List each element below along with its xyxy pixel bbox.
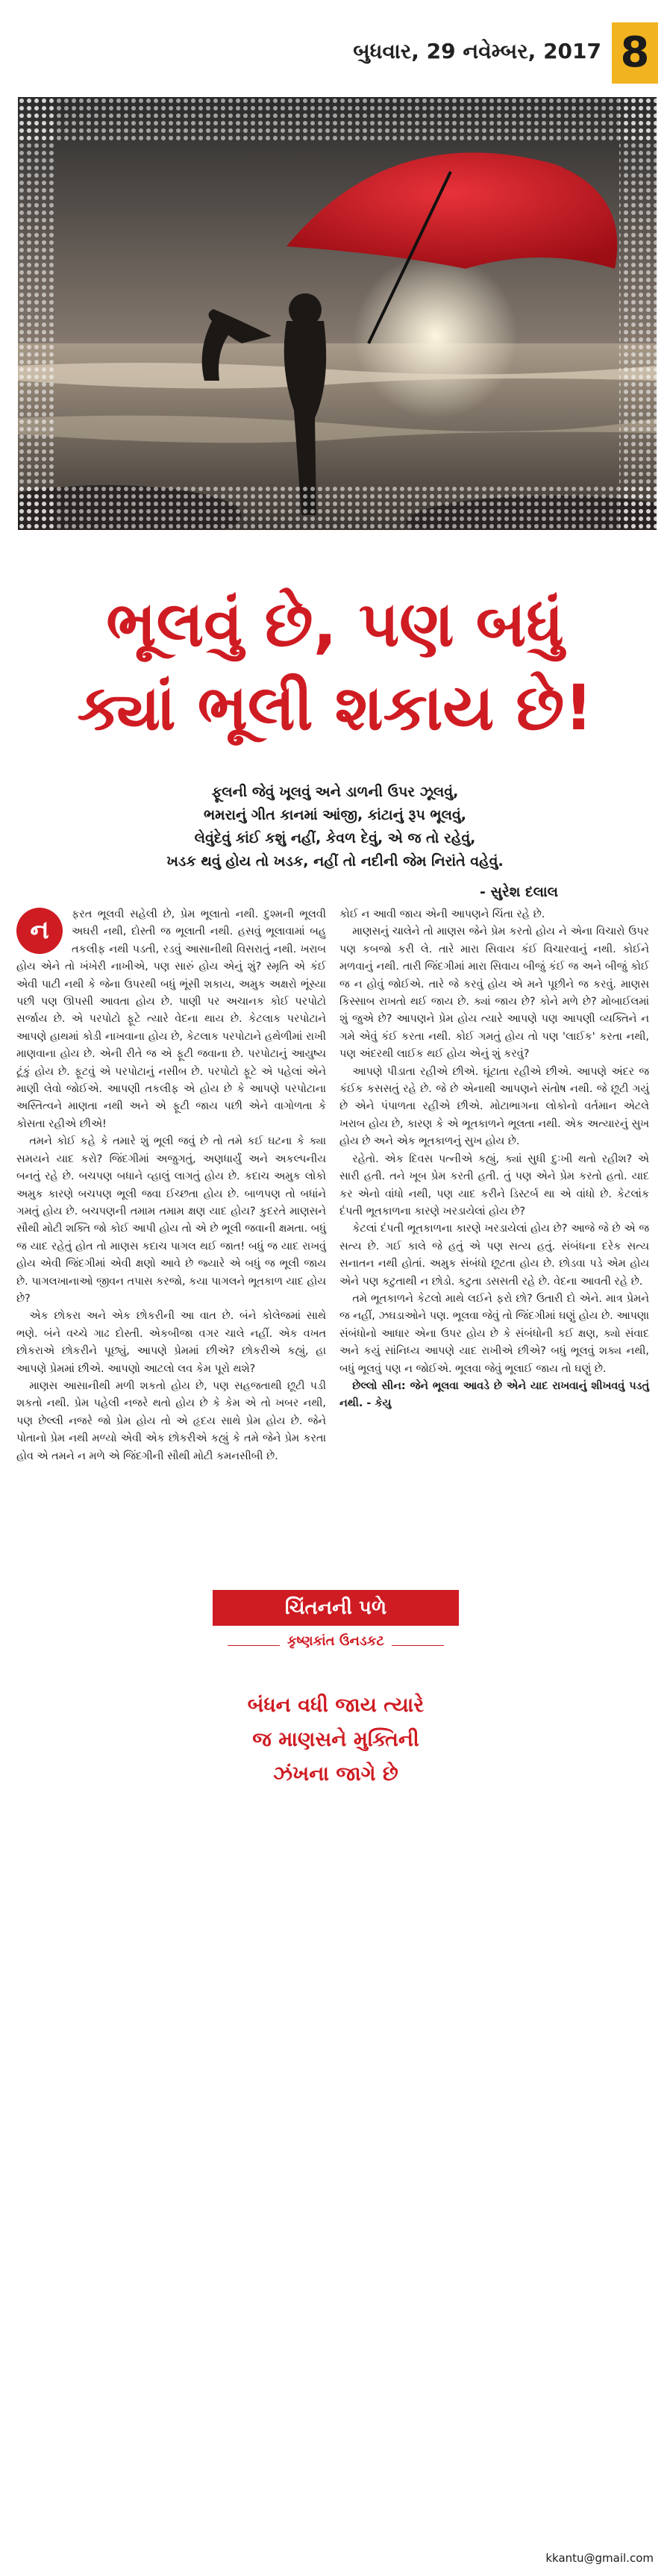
pull-quote-line: જ માણસને મુક્તિની xyxy=(252,1728,419,1751)
masthead xyxy=(0,0,670,112)
issue-date: બુધવાર, 29 નવેમ્બર, 2017 xyxy=(353,39,601,63)
paragraph: રહેતો. એક દિવસ પત્નીએ કહ્યું, ક્યાં સુધી દુઃખી થતો રહીશ? એ સારી હતી. તને ખૂબ પ્રેમ કરતી હતી. તું પણ એને પ્રેમ કરતો હતો. યાદ કર એનો વાંધો નથી, પણ યાદ કરીને ડિસ્ટર્બ થા એ વાંધો છે. કેટલાંક દંપતી ભૂતકાળના કારણે ખરડાયેલાં હોય છે? xyxy=(339,1153,649,1217)
main-headline xyxy=(0,582,670,749)
paragraph: માણસ આસાનીથી મળી શકતો હોય છે, પણ સહજતાથી છૂટી પડી શકતો નથી. પ્રેમ પહેલી નજરે થતો હોય છે કે કેમ એ તો ખબર નથી, પણ છેલ્લી નજરે જો પ્રેમ હોય તો એ હૃદય સાથે પ્રેમ હોય છે. જેને પોતાનો પ્રેમ નથી મળ્યો એવી એક છોકરીએ કહ્યું કે તમે જેને પ્રેમ કરતા હોવ એ તમને ન મળે એ જિંદગીની સૌથી મોટી કમનસીબી છે. xyxy=(16,1379,326,1462)
column-pull-quote-box xyxy=(213,1590,459,1836)
poem-attribution: - સુરેશ દલાલ xyxy=(480,884,558,900)
umbrella-couple-illustration xyxy=(18,97,657,530)
column-author-row xyxy=(213,1633,459,1659)
article-column-right xyxy=(339,906,649,1413)
paragraph: આપણે પીડાતા રહીએ છીએ. ઘૂંટાતા રહીએ છીએ. આપણે અંદર જ કંઈક કસસતું રહે છે. જે છે એનાથી આપણને સંતોષ નથી. જે છૂટી ગયું છે એને પંપાળતા રહીએ છીએ. મોટાભાગના લોકોનો વર્તમાન એટલે ખરાબ હોય છે, કારણ કે એ ભૂતકાળને ભૂલતા નથી. એક અત્યારનું સુખ હોય છે અને એક ભૂતકાળનું સુખ હોય છે. xyxy=(339,1065,649,1148)
paragraph: ન ફરત ભૂલવી સહેલી છે, પ્રેમ ભૂલાતો નથી. દુશ્મની ભૂલવી અઘરી નથી, દોસ્તી જ ભૂલાતી નથી. હસવું ભૂલાવામાં બહુ તકલીફ નથી પડતી, રડવું આસાનીથી વિસરાતું નથી. ખરાબ હોય એને તો ખંખેરી નાખીએ, પણ સારું હોય એનું શું? સ્મૃતિ એ કંઈ એવી પાટી નથી કે જેના ઉપરથી બધું ભૂંસી શકાય, અમુક અક્ષરો ભૂંસ્યા પછી પણ ઊપસી આવતા હોય છે. પાણી પર અચાનક કોઈ પરપોટો સર્જાય છે. એ પરપોટો ફૂટે ત્યારે વેદના થાય છે. કેટલાક પરપોટાને આપણે હાથમાં કોડી નાખવાના હોય છે, કેટલાક પરપોટાને હથેળીમાં રાખી માણવાના હોય છે. એની રીતે જ એ ફૂટી જવાના છે. પરપોટાનું આયુષ્ય ટૂંકું હોય છે. ફૂટવું એ પરપોટાનું નસીબ છે. પરપોટો ફૂટે એ પહેલાં એને માણી લેવો જોઈએ. આપણી તકલીફ એ હોય છે કે આપણે પરપોટાના અસ્તિત્વને માણતા નથી અને એ ફૂટી જાય પછી એને વાગોળતા કે કોસતા રહીએ છીએ! xyxy=(16,908,326,1130)
paragraph: તમને કોઈ કહે કે તમારે શું ભૂલી જવું છે તો તમે કઈ ઘટના કે ક્યા સમયને યાદ કરો? જિંદગીમાં અજુગતું, અણધાર્યું અને અકલ્પનીય બનતું રહે છે. બચપણ બધાને વ્હાલું લાગતું હોય છે. કદાચ અમુક લોકો અમુક કારણે બચપણ ભૂલી જવા ઈચ્છતા હોય છે. બાળપણ તો બધાંને ગમતું હોય છે. બચપણની તમામ તમામ ક્ષણ યાદ હોય? કુદરતે માણસને સૌથી મોટી શક્તિ જો કોઈ આપી હોય તો એ છે ભૂલી જવાની ક્ષમતા. બધું જ યાદ રહેતું હોત તો માણસ કદાચ પાગલ થઈ જાત! બધું જ યાદ રાખવું હોય એવી જિંદગીમાં એવી ક્ષણો આવે છે જ્યારે એ બધું જ ભૂલી જાય છે. પાગલખાનાઓ જીવન તપાસ કરજો, કયા પાગલને ભૂતકાળ યાદ હોય છે? xyxy=(16,1135,326,1305)
dropcap: ન xyxy=(16,908,63,954)
paragraph: એક છોકરા અને એક છોકરીની આ વાત છે. બંને કોલેજમાં સાથે ભણે. બંને વચ્ચે ગાઢ દોસ્તી. એકબીજા વગર ચાલે નહીં. એક વખત છોકરાએ છોકરીને પૂછ્યું, આપણે પ્રેમમાં છીએ? છોકરીએ કહ્યું, હા આપણે પ્રેમમાં છીએ. આપણો આટલો લવ કેમ પૂરો થશે? xyxy=(16,1310,326,1375)
column-title: ચિંતનની પળે xyxy=(213,1590,459,1626)
paragraph: માણસનું ચાલેને તો માણસ જેને પ્રેમ કરતો હોય ને એના વિચારો ઉપર પણ કબજો કરી લે. તારે મારા સિવાય કંઈ વિચારવાનું નથી. કોઈને મળવાનું નથી. તારી જિંદગીમાં મારા સિવાય બીજું કંઈ જ અને બીજું કોઈ જ ન હોવું જોઈએ. તારે જે કરવું હોય એ મને પૂછીને જ કરવું. માણસ કિસ્સાબ રાખતો થઈ જાય છે. ક્યાં જાય છે? કોને મળે છે? મોબાઈલમાં શું જુએ છે? આપણને પ્રેમ હોય ત્યારે આપણે પણ આપણી વ્યક્તિને ન ગમે એવું કંઈ કરતા નથી. કોઈ ગમતું હોય તો પણ 'લાઈક' કરતા નથી, પણ અંદરથી લાઈક થઈ હોય એનું શું કરવું? xyxy=(339,926,649,1061)
poem-line: ફૂલની જેવું ખૂલવું અને ડાળની ઉપર ઝૂલવું, xyxy=(211,784,459,800)
pull-quote-line: ઝંખના જાગે છે xyxy=(273,1762,398,1786)
page-number-badge: 8 xyxy=(612,22,658,84)
poem-line: ભમરાનું ગીત કાનમાં આંજી, કાંટાનું રૂપ ભૂલવું, xyxy=(203,807,467,823)
headline-line-2: ક્યાં ભૂલી શકાય છે! xyxy=(77,671,593,744)
author-email[interactable]: kkantu@gmail.com xyxy=(545,2551,654,2565)
paragraph: કેટલાં દંપતી ભૂતકાળના કારણે ખરડાયેલાં હોય છે? આજે જે છે એ જ સત્ય છે. ગઈ કાલે જે હતું એ પણ સત્ય હતું. સંબંધના દરેક સત્ય સનાતન નથી હોતાં. અમુક સંબંધો છૂટતા હોય છે. છોડવા પડે એમ હોય એને પણ કટુતાથી ન છોડો. કટુતા ડસસતી રહે છે. વેદના આવતી રહે છે. xyxy=(339,1223,649,1288)
poem-line: લેવુંદેવું કાંઈ કશું નહીં, કેવળ દેવું, એ જ તો રહેવું, xyxy=(194,830,476,846)
column-author: કૃષ્ણકાંત ઉનડકટ xyxy=(280,1633,392,1649)
paragraph: તમે ભૂતકાળને કેટલો માથે લઈને ફરો છો? ઉતારી દો એને. માત્ર પ્રેમને જ નહીં, ઝઘડાઓને પણ. ભૂલવા જેવું તો જિંદગીમાં ઘણું હોય છે. આપણા સંબંધોનો આધાર એના ઉપર હોય છે કે સંબંધોની કઈ ક્ષણ, ક્યો સંવાદ અને કયું સાંનિધ્ય આપણે યાદ રાખીએ છીએ? બધું ભૂલવું શક્ય નથી, બધું ભૂલવું પણ ન જોઈએ. ભૂલવા જેવું ભૂલાઈ જાય તો ઘણું છે. xyxy=(339,1292,649,1375)
pull-quote-line: બંધન વધી જાય ત્યારે xyxy=(247,1694,425,1717)
epigraph-poem xyxy=(0,781,670,873)
lead-photo xyxy=(18,97,657,530)
pull-quote xyxy=(213,1688,459,1791)
article-column-left xyxy=(16,906,326,1465)
paragraph: કોઈ ન આવી જાય એની આપણને ચિંતા રહે છે. xyxy=(339,908,545,920)
headline-line-1: ભૂલવું છે, પણ બધું xyxy=(106,587,564,661)
closing-note: છેલ્લો સીન: જેને ભૂલવા આવડે છે એને યાદ રાખવાનું શીખવવું પડતું નથી. - કેયુ xyxy=(339,1379,649,1410)
poem-line: ખડક થવું હોય તો ખડક, નહીં તો નદીની જેમ નિરાંતે વહેવું. xyxy=(166,853,504,870)
